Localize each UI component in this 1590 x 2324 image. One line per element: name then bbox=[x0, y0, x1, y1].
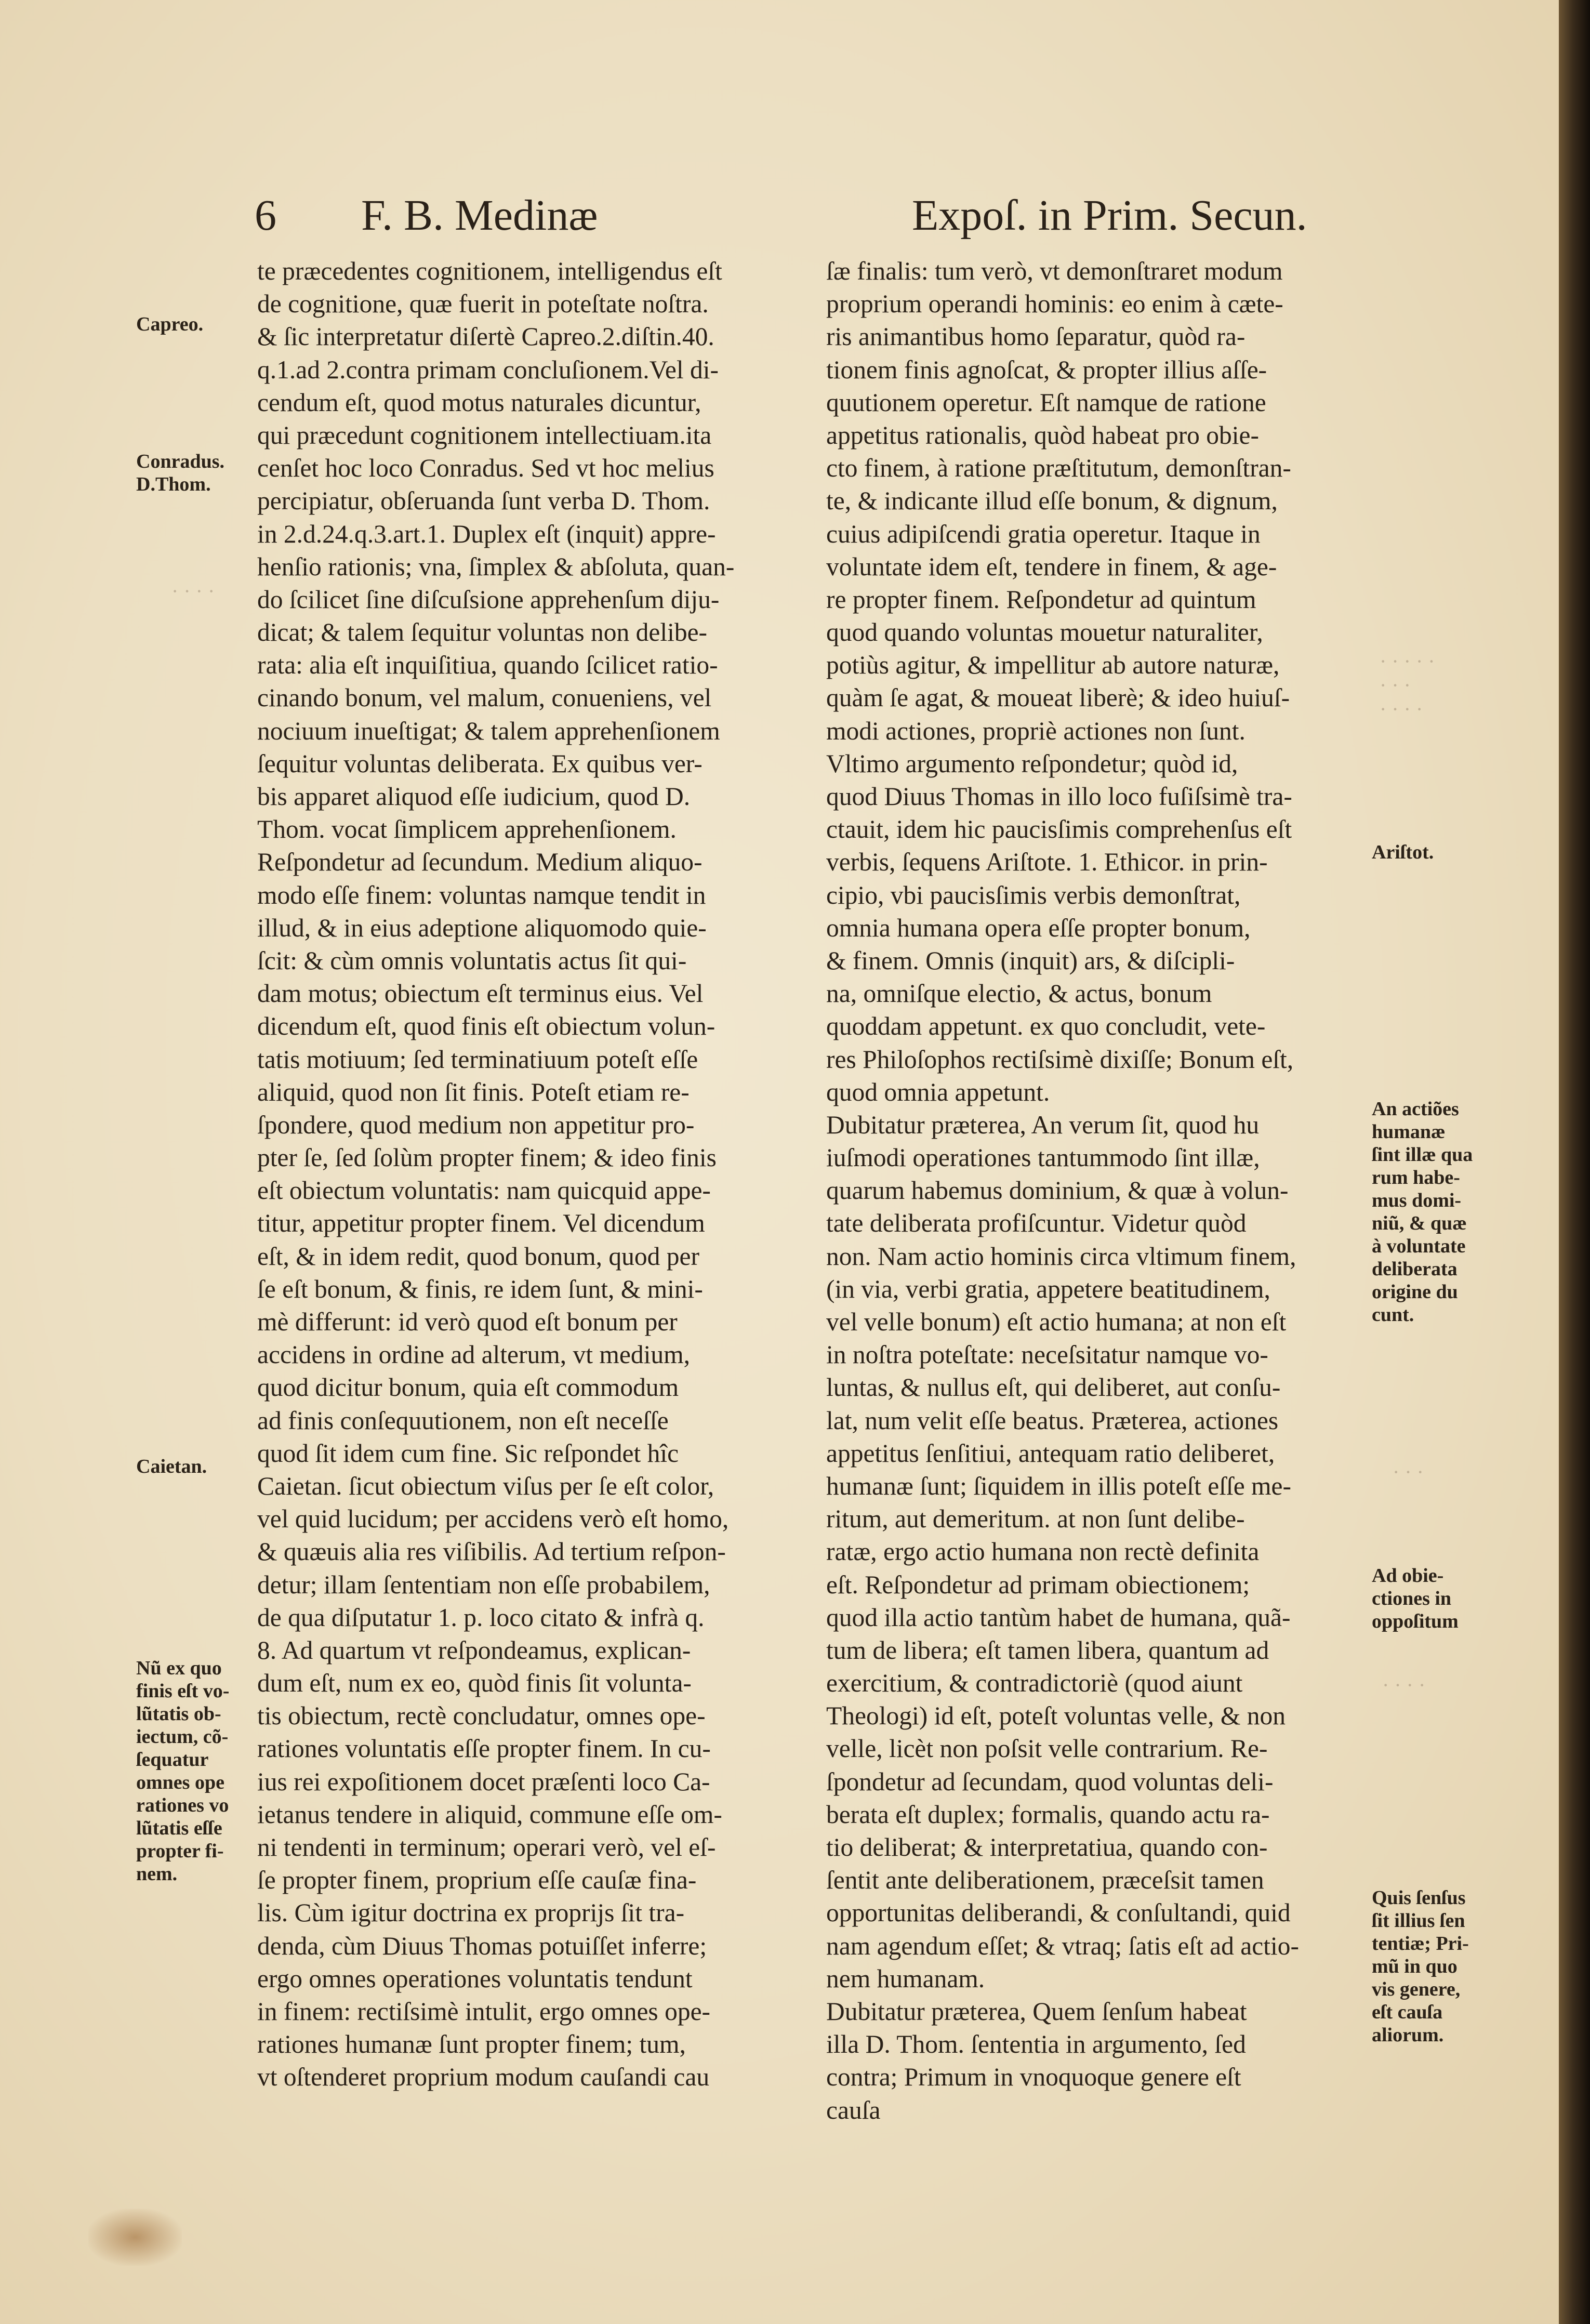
text-line: ietanus tendere in aliquid, commune eſſe om- bbox=[257, 1800, 722, 1829]
text-line: ſpondetur ad ſecundam, quod voluntas deli- bbox=[826, 1767, 1274, 1796]
text-line: deliberata bbox=[1372, 1258, 1458, 1280]
text-line: cuius adipiſcendi gratia operetur. Itaque in bbox=[826, 519, 1261, 548]
text-line: non. Nam actio hominis circa vltimum finem, bbox=[826, 1242, 1296, 1271]
text-line: omnia humana opera eſſe propter bonum, bbox=[826, 913, 1251, 942]
text-line: modi actiones, propriè actiones non ſunt. bbox=[826, 716, 1246, 745]
text-line: ius rei expoſitionem docet præſenti loco Ca- bbox=[257, 1767, 710, 1796]
text-line: te, & indicante illud eſſe bonum, & dignum, bbox=[826, 486, 1278, 516]
text-line: cipio, vbi paucisſimis verbis demonſtrat, bbox=[826, 880, 1241, 909]
text-line: ſequatur bbox=[136, 1749, 209, 1771]
text-line: ſentit ante deliberationem, præceſsit tamen bbox=[826, 1866, 1264, 1895]
text-line: quod ſit idem cum fine. Sic reſpondet hîc bbox=[257, 1438, 679, 1468]
text-line: q.1.ad 2.contra primam concluſionem.Vel di- bbox=[257, 355, 719, 384]
text-line: na, omniſque electio, & actus, bonum bbox=[826, 979, 1212, 1008]
text-line: humanæ bbox=[1372, 1121, 1446, 1143]
text-line: rationes voluntatis eſſe propter finem. In cu- bbox=[257, 1734, 711, 1763]
text-line: rum habe- bbox=[1372, 1167, 1460, 1189]
text-line: percipiatur, obſeruanda ſunt verba D. Thom. bbox=[257, 486, 710, 516]
text-line: illud, & in eius adeptione aliquomodo quie- bbox=[257, 913, 707, 942]
margin-note-quis-sensus bbox=[1372, 1886, 1469, 2046]
text-line: niũ, & quæ bbox=[1372, 1212, 1467, 1234]
text-line: voluntate idem eſt, tendere in finem, & age- bbox=[826, 552, 1277, 581]
text-line: qui præcedunt cognitionem intellectiuam.ita bbox=[257, 420, 712, 450]
text-line: vt oſtenderet proprium modum cauſandi cau bbox=[257, 2063, 710, 2092]
text-line: Conradus. bbox=[136, 451, 224, 472]
text-line: in 2.d.24.q.3.art.1. Duplex eſt (inquit) appre- bbox=[257, 519, 716, 548]
text-line: Nũ ex quo bbox=[136, 1657, 222, 1679]
text-line: bis apparet aliquod eſſe iudicium, quod D. bbox=[257, 782, 691, 811]
text-line: Ariſtot. bbox=[1372, 841, 1434, 863]
text-line: appetitus ſenſitiui, antequam ratio deliberet, bbox=[826, 1438, 1275, 1468]
text-line: & finem. Omnis (inquit) ars, & diſcipli- bbox=[826, 946, 1235, 975]
text-line: Caietan. bbox=[136, 1456, 207, 1477]
text-line: cinando bonum, vel malum, conueniens, vel bbox=[257, 683, 712, 712]
text-line: dam motus; obiectum eſt terminus eius. Vel bbox=[257, 979, 704, 1008]
text-line: rationes vo bbox=[136, 1794, 229, 1816]
text-line: in noſtra poteſtate: neceſsitatur namque vo- bbox=[826, 1340, 1268, 1369]
text-line: rationes humanæ ſunt propter finem; tum, bbox=[257, 2030, 686, 2059]
text-line: contra; Primum in vnoquoque genere eſt bbox=[826, 2063, 1241, 2092]
text-line: ni tendenti in terminum; operari verò, vel eſ- bbox=[257, 1833, 716, 1861]
text-line: dicendum eſt, quod finis eſt obiectum volun- bbox=[257, 1012, 716, 1041]
text-line: ctiones in bbox=[1372, 1588, 1452, 1609]
text-line: dum eſt, num ex eo, quòd finis ſit volunta- bbox=[257, 1669, 692, 1698]
text-line: ctauit, idem hic paucisſimis comprehenſus eſt bbox=[826, 815, 1292, 844]
left-text-column bbox=[257, 255, 800, 2094]
text-line: Vltimo argumento reſpondetur; quòd id, bbox=[826, 749, 1238, 778]
text-line: vel velle bonum) eſt actio humana; at non eſt bbox=[826, 1308, 1287, 1336]
text-line: D.Thom. bbox=[136, 473, 211, 495]
text-line: tio deliberat; & interpretatiua, quando con- bbox=[826, 1833, 1268, 1861]
text-line: te præcedentes cognitionem, intelligendus eſt bbox=[257, 257, 722, 285]
text-line: iectum, cõ- bbox=[136, 1726, 229, 1748]
text-line: mè differunt: id verò quod eſt bonum per bbox=[257, 1308, 678, 1336]
text-line: pter ſe, ſed ſolùm propter finem; & ideo finis bbox=[257, 1143, 717, 1172]
text-line: berata eſt duplex; formalis, quando actu ra- bbox=[826, 1800, 1270, 1829]
text-line: nem humanam. bbox=[826, 1964, 985, 1993]
text-line: ſe eſt bonum, & finis, re idem ſunt, & mini- bbox=[257, 1274, 703, 1303]
text-line: cenſet hoc loco Conradus. Sed vt hoc melius bbox=[257, 454, 714, 483]
text-line: cauſa bbox=[826, 2095, 881, 2124]
running-head-right: Expoſ. in Prim. Secun. bbox=[912, 191, 1307, 240]
text-line: origine du bbox=[1372, 1281, 1458, 1303]
book-spine-edge bbox=[1559, 0, 1590, 2324]
text-line: quod illa actio tantùm habet de humana, quã- bbox=[826, 1603, 1291, 1632]
text-line: velle, licèt non poſsit velle contrarium. Re- bbox=[826, 1734, 1268, 1763]
text-line: eſt obiectum voluntatis: nam quicquid appe- bbox=[257, 1176, 711, 1205]
text-line: vis genere, bbox=[1372, 1978, 1461, 2000]
margin-note-aristot bbox=[1372, 841, 1434, 864]
text-line: lis. Cùm igitur doctrina ex proprijs ſit tra- bbox=[257, 1898, 685, 1927]
text-line: quarum habemus dominium, & quæ à volun- bbox=[826, 1176, 1289, 1205]
text-line: nociuum inueſtigat; & talem apprehenſionem bbox=[257, 716, 720, 745]
text-line: eſt. Reſpondetur ad primam obiectionem; bbox=[826, 1570, 1250, 1599]
text-line: nem. bbox=[136, 1863, 178, 1885]
text-line: ſpondere, quod medium non appetitur pro- bbox=[257, 1110, 695, 1139]
text-line: eſt, & in idem redit, quod bonum, quod per bbox=[257, 1242, 699, 1271]
text-line: ad finis conſequutionem, non eſt neceſſe bbox=[257, 1406, 669, 1435]
text-line: exercitium, & contradictoriè (quod aiunt bbox=[826, 1669, 1243, 1698]
text-line: propter fi- bbox=[136, 1840, 224, 1862]
show-through-text: · · · bbox=[1393, 1460, 1424, 1484]
text-line: & quæuis alia res viſibilis. Ad tertium reſpon- bbox=[257, 1537, 726, 1566]
margin-note-capreo bbox=[136, 313, 203, 336]
text-line: quod Diuus Thomas in illo loco fuſiſsimè tra- bbox=[826, 782, 1292, 811]
text-line: ratæ, ergo actio humana non rectè definita bbox=[826, 1537, 1260, 1566]
text-line: titur, appetitur propter finem. Vel dicendum bbox=[257, 1209, 705, 1238]
margin-note-ad-obiectiones bbox=[1372, 1564, 1459, 1633]
text-line: potiùs agitur, & impellitur ab autore naturæ, bbox=[826, 651, 1280, 680]
text-line: humanæ ſunt; ſiquidem in illis poteſt eſſe me- bbox=[826, 1471, 1292, 1500]
text-line: tentiæ; Pri- bbox=[1372, 1933, 1469, 1955]
text-line: An actiões bbox=[1372, 1098, 1459, 1120]
right-text-column bbox=[826, 255, 1364, 2127]
text-line: res Philoſophos rectiſsimè dixiſſe; Bonum eſt, bbox=[826, 1045, 1294, 1074]
text-line: quod quando voluntas mouetur naturaliter, bbox=[826, 618, 1263, 647]
text-line: iuſmodi operationes tantummodo ſint illæ, bbox=[826, 1143, 1260, 1172]
show-through-text: · · · · bbox=[1382, 1673, 1426, 1697]
text-line: tionem finis agnoſcat, & propter illius aſſe- bbox=[826, 355, 1267, 384]
show-through-text: · · · · bbox=[171, 579, 215, 603]
text-line: lũtatis ob- bbox=[136, 1703, 221, 1725]
text-line: de qua diſputatur 1. p. loco citato & infrà q. bbox=[257, 1603, 705, 1632]
text-line: Caietan. ſicut obiectum viſus per ſe eſt color, bbox=[257, 1471, 714, 1500]
margin-note-actiones-humanae bbox=[1372, 1098, 1473, 1326]
text-line: mus domi- bbox=[1372, 1190, 1462, 1211]
text-line: appetitus rationalis, quòd habeat pro obie- bbox=[826, 420, 1260, 450]
text-line: Capreo. bbox=[136, 313, 204, 335]
text-line: ritum, aut demeritum. at non ſunt delibe- bbox=[826, 1504, 1245, 1534]
text-line: tis obiectum, rectè concludatur, omnes ope- bbox=[257, 1701, 706, 1731]
text-line: opportunitas deliberandi, & conſultandi, quid bbox=[826, 1898, 1291, 1927]
text-line: ſit illius ſen bbox=[1372, 1910, 1465, 1932]
text-line: lat, num velit eſſe beatus. Præterea, actiones bbox=[826, 1406, 1279, 1435]
page-number: 6 bbox=[255, 191, 276, 240]
show-through-text: · · · · · · · · · · · · bbox=[1380, 650, 1435, 721]
text-line: tate deliberata profiſcuntur. Videtur quòd bbox=[826, 1209, 1247, 1238]
text-line: detur; illam ſententiam non eſſe probabilem, bbox=[257, 1570, 710, 1599]
text-line: mũ in quo bbox=[1372, 1956, 1458, 1977]
text-line: ris animantibus homo ſeparatur, quòd ra- bbox=[826, 322, 1246, 351]
text-line: Theologi) id eſt, poteſt voluntas velle, & non bbox=[826, 1701, 1286, 1731]
text-line: rata: alia eſt inquiſitiua, quando ſcilicet ratio- bbox=[257, 651, 718, 680]
text-line: Dubitatur præterea, An verum ſit, quod hu bbox=[826, 1110, 1260, 1139]
text-line: Reſpondetur ad ſecundum. Medium aliquo- bbox=[257, 848, 703, 877]
text-line: do ſcilicet ſine diſcuſsione apprehenſum diju- bbox=[257, 585, 720, 614]
text-line: quod dicitur bonum, quia eſt commodum bbox=[257, 1373, 679, 1402]
text-line: omnes ope bbox=[136, 1772, 224, 1793]
text-line: Dubitatur præterea, Quem ſenſum habeat bbox=[826, 1997, 1247, 2026]
text-line: nam agendum eſſet; & vtraq; ſatis eſt ad actio- bbox=[826, 1931, 1299, 1960]
text-line: ſcit: & cùm omnis voluntatis actus ſit qui- bbox=[257, 946, 687, 975]
text-line: oppoſitum bbox=[1372, 1610, 1459, 1632]
text-line: vel quid lucidum; per accidens verò eſt homo, bbox=[257, 1504, 729, 1534]
text-line: Quis ſenſus bbox=[1372, 1887, 1466, 1909]
text-line: ſint illæ qua bbox=[1372, 1144, 1473, 1166]
text-line: cendum eſt, quod motus naturales dicuntur, bbox=[257, 388, 701, 417]
text-line: ſæ finalis: tum verò, vt demonſtraret modum bbox=[826, 257, 1283, 285]
text-line: eſt cauſa bbox=[1372, 2001, 1443, 2023]
text-line: tatis motiuum; ſed terminatiuum poteſt eſſe bbox=[257, 1045, 698, 1074]
text-line: luntas, & nullus eſt, qui deliberet, aut conſu- bbox=[826, 1373, 1281, 1402]
text-line: ſe propter finem, proprium eſſe cauſæ fina- bbox=[257, 1866, 697, 1895]
text-line: cunt. bbox=[1372, 1304, 1414, 1326]
text-line: ergo omnes operationes voluntatis tendunt bbox=[257, 1964, 693, 1993]
text-line: verbis, ſequens Ariſtote. 1. Ethicor. in prin- bbox=[826, 848, 1268, 877]
margin-note-finis-obiectum bbox=[136, 1657, 229, 1885]
text-line: & ſic interpretatur diſertè Capreo.2.diſtin.40. bbox=[257, 322, 714, 351]
text-line: re propter finem. Reſpondetur ad quintum bbox=[826, 585, 1256, 614]
text-line: ſequitur voluntas deliberata. Ex quibus ver- bbox=[257, 749, 703, 778]
text-line: illa D. Thom. ſententia in argumento, ſed bbox=[826, 2030, 1246, 2059]
text-line: proprium operandi hominis: eo enim à cæte- bbox=[826, 289, 1283, 319]
text-line: à voluntate bbox=[1372, 1235, 1466, 1257]
text-line: tum de libera; eſt tamen libera, quantum ad bbox=[826, 1635, 1269, 1665]
text-line: in finem: rectiſsimè intulit, ergo omnes ope- bbox=[257, 1997, 711, 2026]
text-line: denda, cùm Diuus Thomas potuiſſet inferre; bbox=[257, 1931, 707, 1960]
text-line: quutionem operetur. Eſt namque de ratione bbox=[826, 388, 1266, 417]
text-line: dicat; & talem ſequitur voluntas non delibe- bbox=[257, 618, 708, 647]
text-line: accidens in ordine ad alterum, vt medium, bbox=[257, 1340, 690, 1369]
margin-note-caietan bbox=[136, 1455, 207, 1478]
text-line: aliquid, quod non ſit finis. Poteſt etiam re- bbox=[257, 1077, 690, 1106]
text-line: Thom. vocat ſimplicem apprehenſionem. bbox=[257, 815, 677, 844]
text-line: lũtatis eſſe bbox=[136, 1817, 222, 1839]
running-head-left: F. B. Medinæ bbox=[361, 191, 598, 240]
text-line: henſio rationis; vna, ſimplex & abſoluta, quan- bbox=[257, 552, 735, 581]
text-line: (in via, verbi gratia, appetere beatitudinem, bbox=[826, 1274, 1270, 1303]
text-line: 8. Ad quartum vt reſpondeamus, explican- bbox=[257, 1635, 691, 1665]
text-line: cto finem, à ratione præſtitutum, demonſtran- bbox=[826, 454, 1291, 483]
text-line: quod omnia appetunt. bbox=[826, 1077, 1050, 1106]
text-line: Ad obie- bbox=[1372, 1565, 1444, 1587]
paper-stain bbox=[88, 2209, 182, 2266]
text-line: modo eſſe finem: voluntas namque tendit in bbox=[257, 880, 706, 909]
text-line: quàm ſe agat, & moueat liberè; & ideo huiuſ- bbox=[826, 683, 1290, 712]
text-line: aliorum. bbox=[1372, 2024, 1444, 2046]
text-line: quoddam appetunt. ex quo concludit, vete- bbox=[826, 1012, 1266, 1041]
margin-note-conradus bbox=[136, 450, 224, 496]
text-line: de cognitione, quæ fuerit in poteſtate noſtra. bbox=[257, 289, 709, 319]
text-line: finis eſt vo- bbox=[136, 1680, 230, 1702]
